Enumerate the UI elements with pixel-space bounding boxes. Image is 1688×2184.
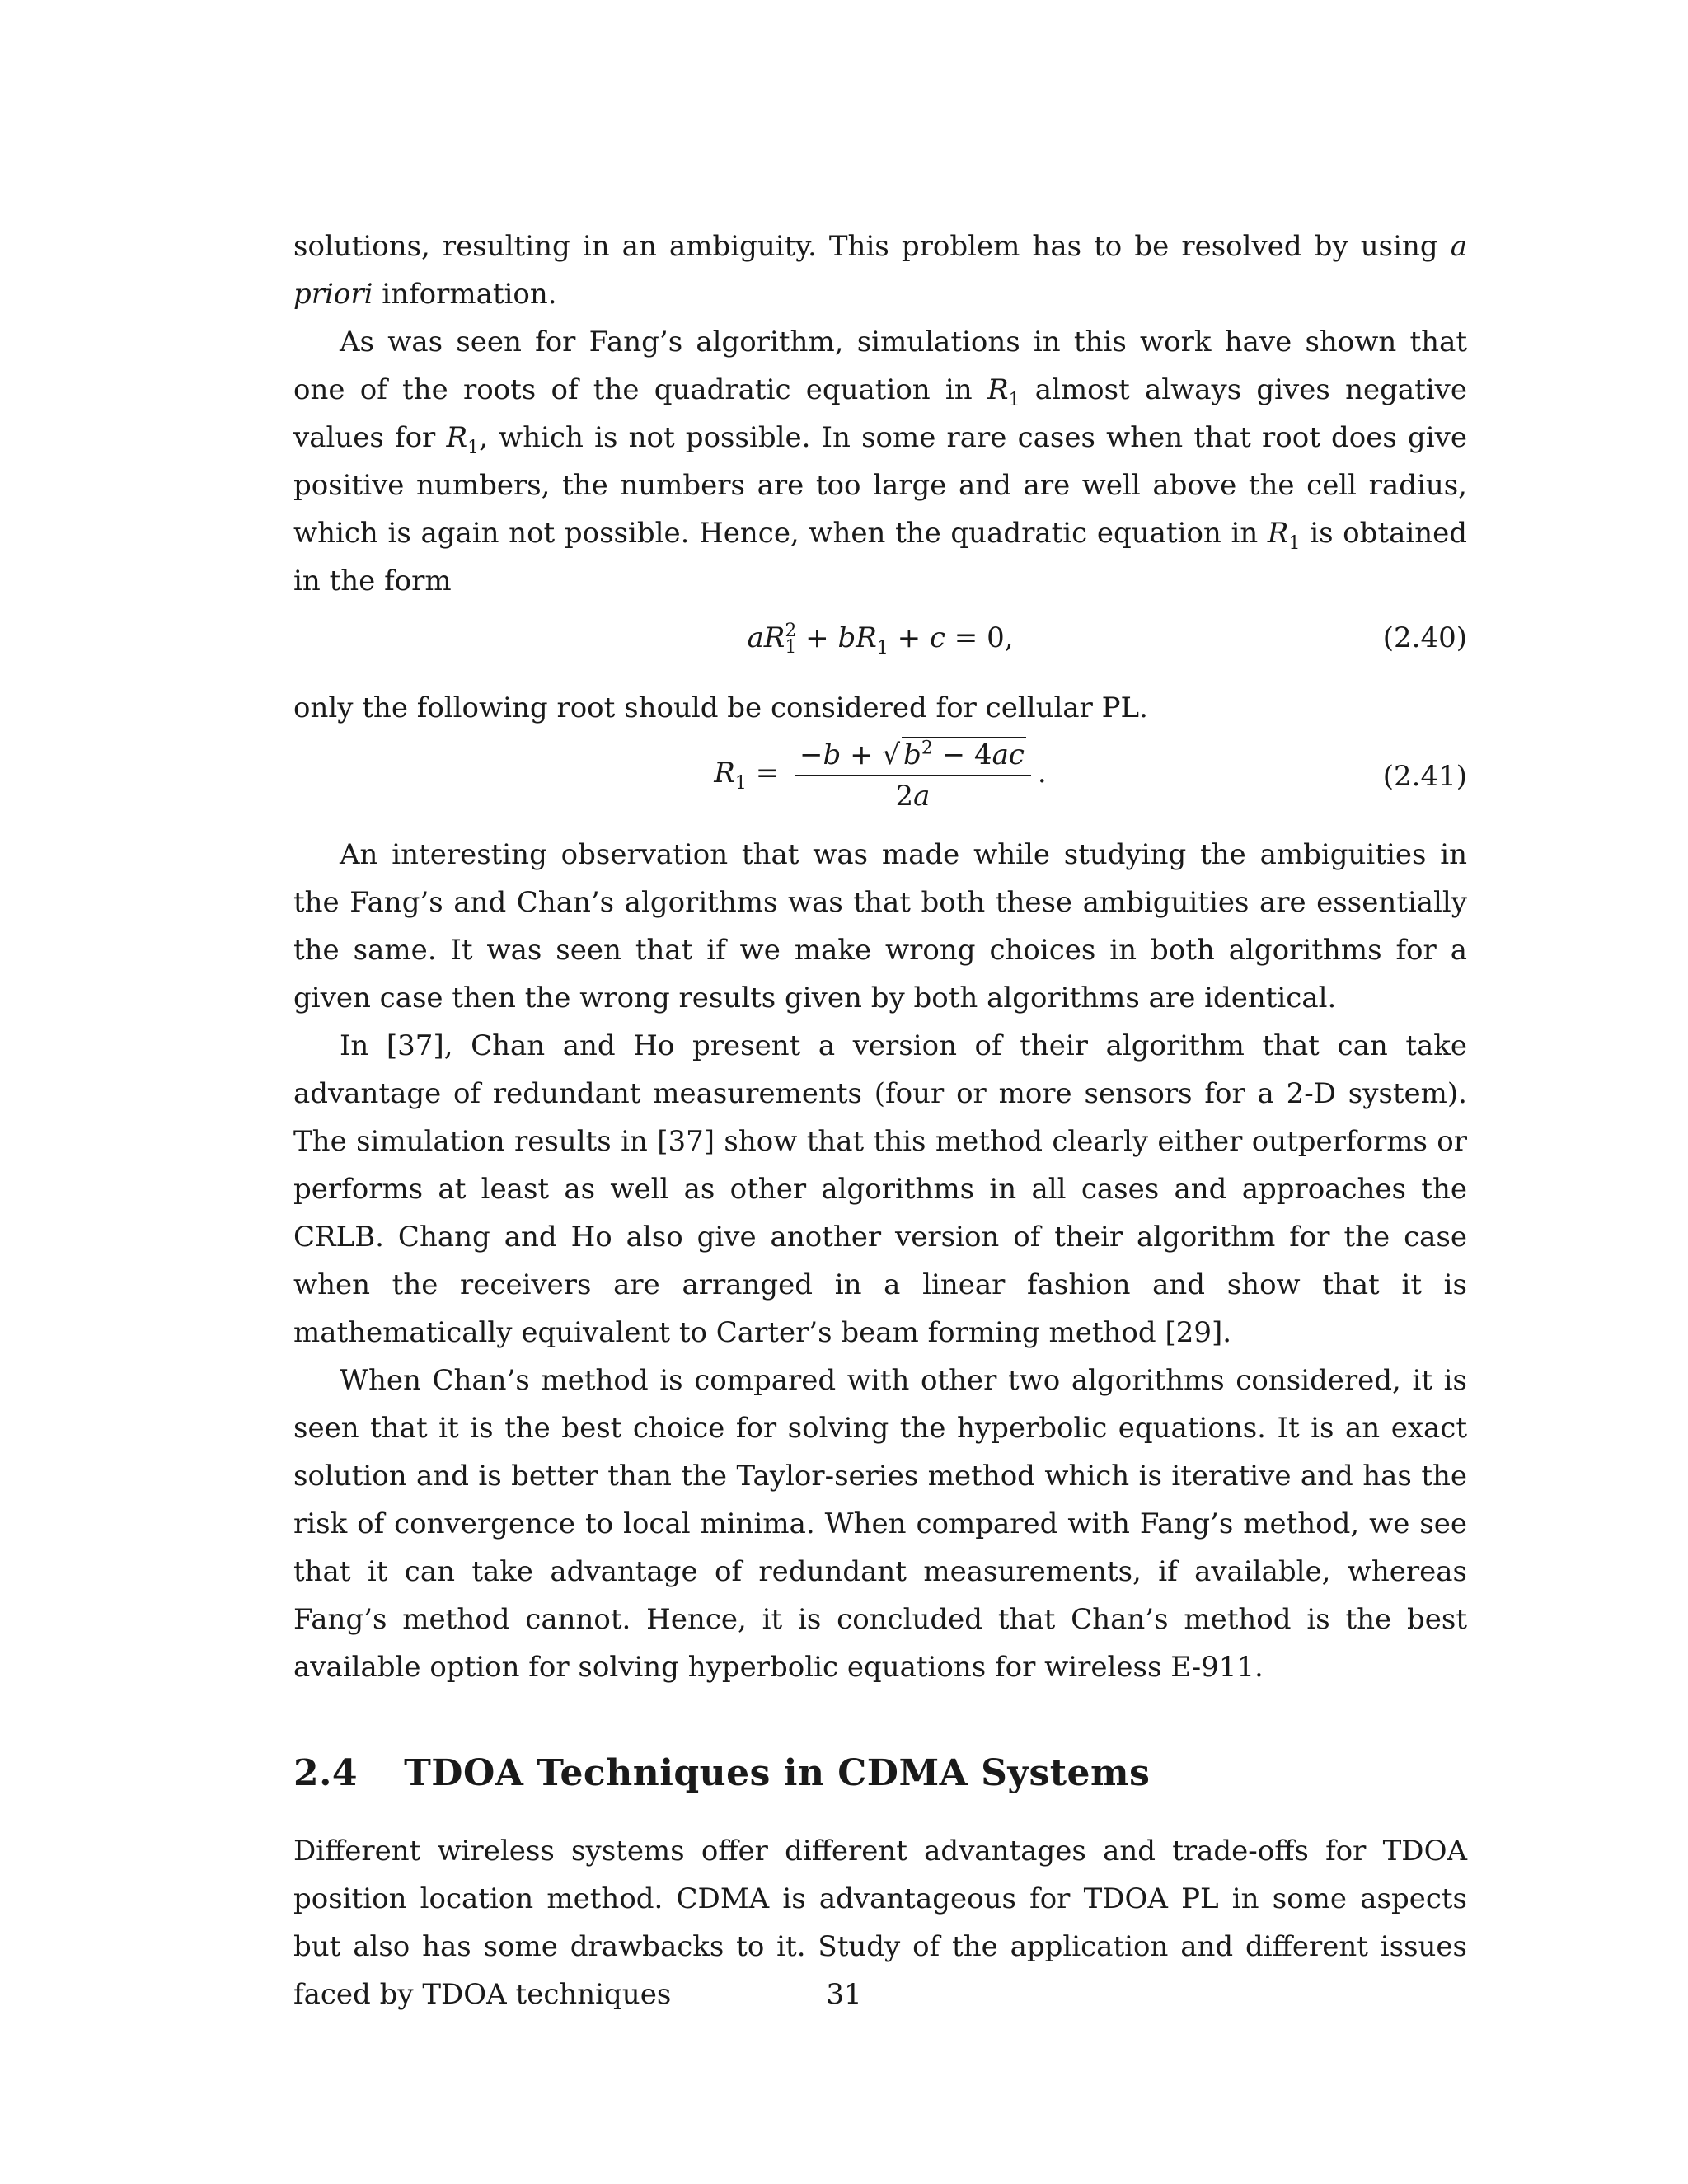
math-symbol: b: [837, 621, 856, 654]
math-symbol: a: [913, 780, 931, 813]
math-symbol: a: [992, 738, 1009, 771]
math-superscript: 2: [785, 621, 797, 641]
math-symbol: b: [903, 738, 921, 771]
math-symbol: R: [987, 373, 1009, 406]
math-subscript: 1: [1008, 389, 1020, 410]
square-root: [902, 737, 1026, 771]
math-symbol: R: [714, 757, 735, 790]
fraction: [795, 737, 1031, 813]
text-run: almost always gives negative values for: [293, 373, 1467, 454]
equation-number: (2.40): [1382, 621, 1467, 654]
text-run: is obtained in the form: [293, 517, 1467, 598]
math-operator: −: [799, 738, 823, 771]
math-superscript: 2: [921, 738, 933, 759]
math-operator: = 0,: [945, 621, 1014, 654]
paragraph-fang-roots: [293, 318, 1467, 605]
math-subscript: 1: [1288, 532, 1301, 554]
math-symbol: c: [1008, 738, 1025, 771]
math-symbol: R: [763, 621, 785, 654]
paragraph-root-choice: only the following root should be considered for cellular PL.: [293, 691, 1148, 724]
equation-2-40: [293, 605, 1467, 684]
paragraph-cdma-intro: Different wireless systems offer different advantages and trade-offs for TDOA position location method. CDMA is advantageous for TDOA PL in some aspects but also has some drawbacks to it. Study of the application and different issues faced by TDOA techniques: [293, 1835, 1467, 2011]
math-number: 2: [895, 780, 914, 813]
section-number: 2.4: [293, 1752, 359, 1794]
math-symbol: R: [446, 421, 468, 454]
fraction-numerator: [795, 737, 1031, 776]
math-operator: .: [1037, 757, 1047, 790]
math-subscript: 1: [467, 437, 480, 458]
fraction-denominator: [795, 776, 1031, 813]
math-symbol: R: [856, 621, 877, 654]
math-operator: =: [746, 757, 788, 790]
equation-2-41: [293, 732, 1467, 831]
math-operator: + √: [841, 738, 901, 771]
equation-body: [293, 737, 1467, 813]
math-symbol: a: [747, 621, 764, 654]
math-symbol: c: [929, 621, 945, 654]
math-symbol: b: [823, 738, 842, 771]
section-title: TDOA Techniques in CDMA Systems: [404, 1752, 1151, 1794]
text-run: As was seen for Fang’s algorithm, simulations in this work have shown that one of the roots of the quadratic equation in: [293, 326, 1467, 406]
equation-body: [293, 621, 1467, 656]
paragraph-observation: An interesting observation that was made while studying the ambiguities in the Fang’s and Chan’s algorithms was that both these ambiguities are essentially the same. It was seen that if we make wrong choices in both algorithms for a given case then the wrong results given by both algorithms are identical.: [293, 838, 1467, 1015]
math-subscript: 1: [785, 637, 797, 658]
math-operator: +: [888, 621, 930, 654]
section-heading: [293, 1752, 1467, 1794]
page-body: [293, 223, 1467, 2018]
text-run: information.: [373, 278, 557, 311]
math-symbol: R: [1267, 517, 1289, 550]
math-subscript: 1: [876, 637, 889, 658]
math-operator: +: [796, 621, 838, 654]
paragraph-ambiguity: [293, 223, 1467, 318]
text-run: solutions, resulting in an ambiguity. This problem has to be resolved by using: [293, 230, 1451, 263]
math-subscript: 1: [734, 772, 747, 794]
text-run: , which is not possible. In some rare cases when that root does give positive numbers, the numbers are too large and are well above the cell radius, which is again not possible. Hence, when the quadratic equation in: [293, 421, 1467, 550]
paragraph-chan-ho: In [37], Chan and Ho present a version of their algorithm that can take advantage of redundant measurements (four or more sensors for a 2-D system). The simulation results in [37] show that this method clearly either outperforms or performs at least as well as other algorithms in all cases and approaches the CRLB. Chang and Ho also give another version of their algorithm for the case when the receivers are arranged in a linear fashion and show that it is mathematically equivalent to Carter’s beam forming method [29].: [293, 1029, 1467, 1349]
page-number: 31: [826, 1978, 862, 2011]
italic-text: a priori: [293, 230, 1467, 311]
math-operator: − 4: [932, 738, 992, 771]
equation-number: (2.41): [1382, 760, 1467, 793]
paragraph-comparison: When Chan’s method is compared with other two algorithms considered, it is seen that it is the best choice for solving the hyperbolic equations. It is an exact solution and is better than the Taylor-series method which is iterative and has the risk of convergence to local minima. When compared with Fang’s method, we see that it can take advantage of redundant measurements, if available, whereas Fang’s method cannot. Hence, it is concluded that Chan’s method is the best available option for solving hyperbolic equations for wireless E-911.: [293, 1364, 1467, 1684]
